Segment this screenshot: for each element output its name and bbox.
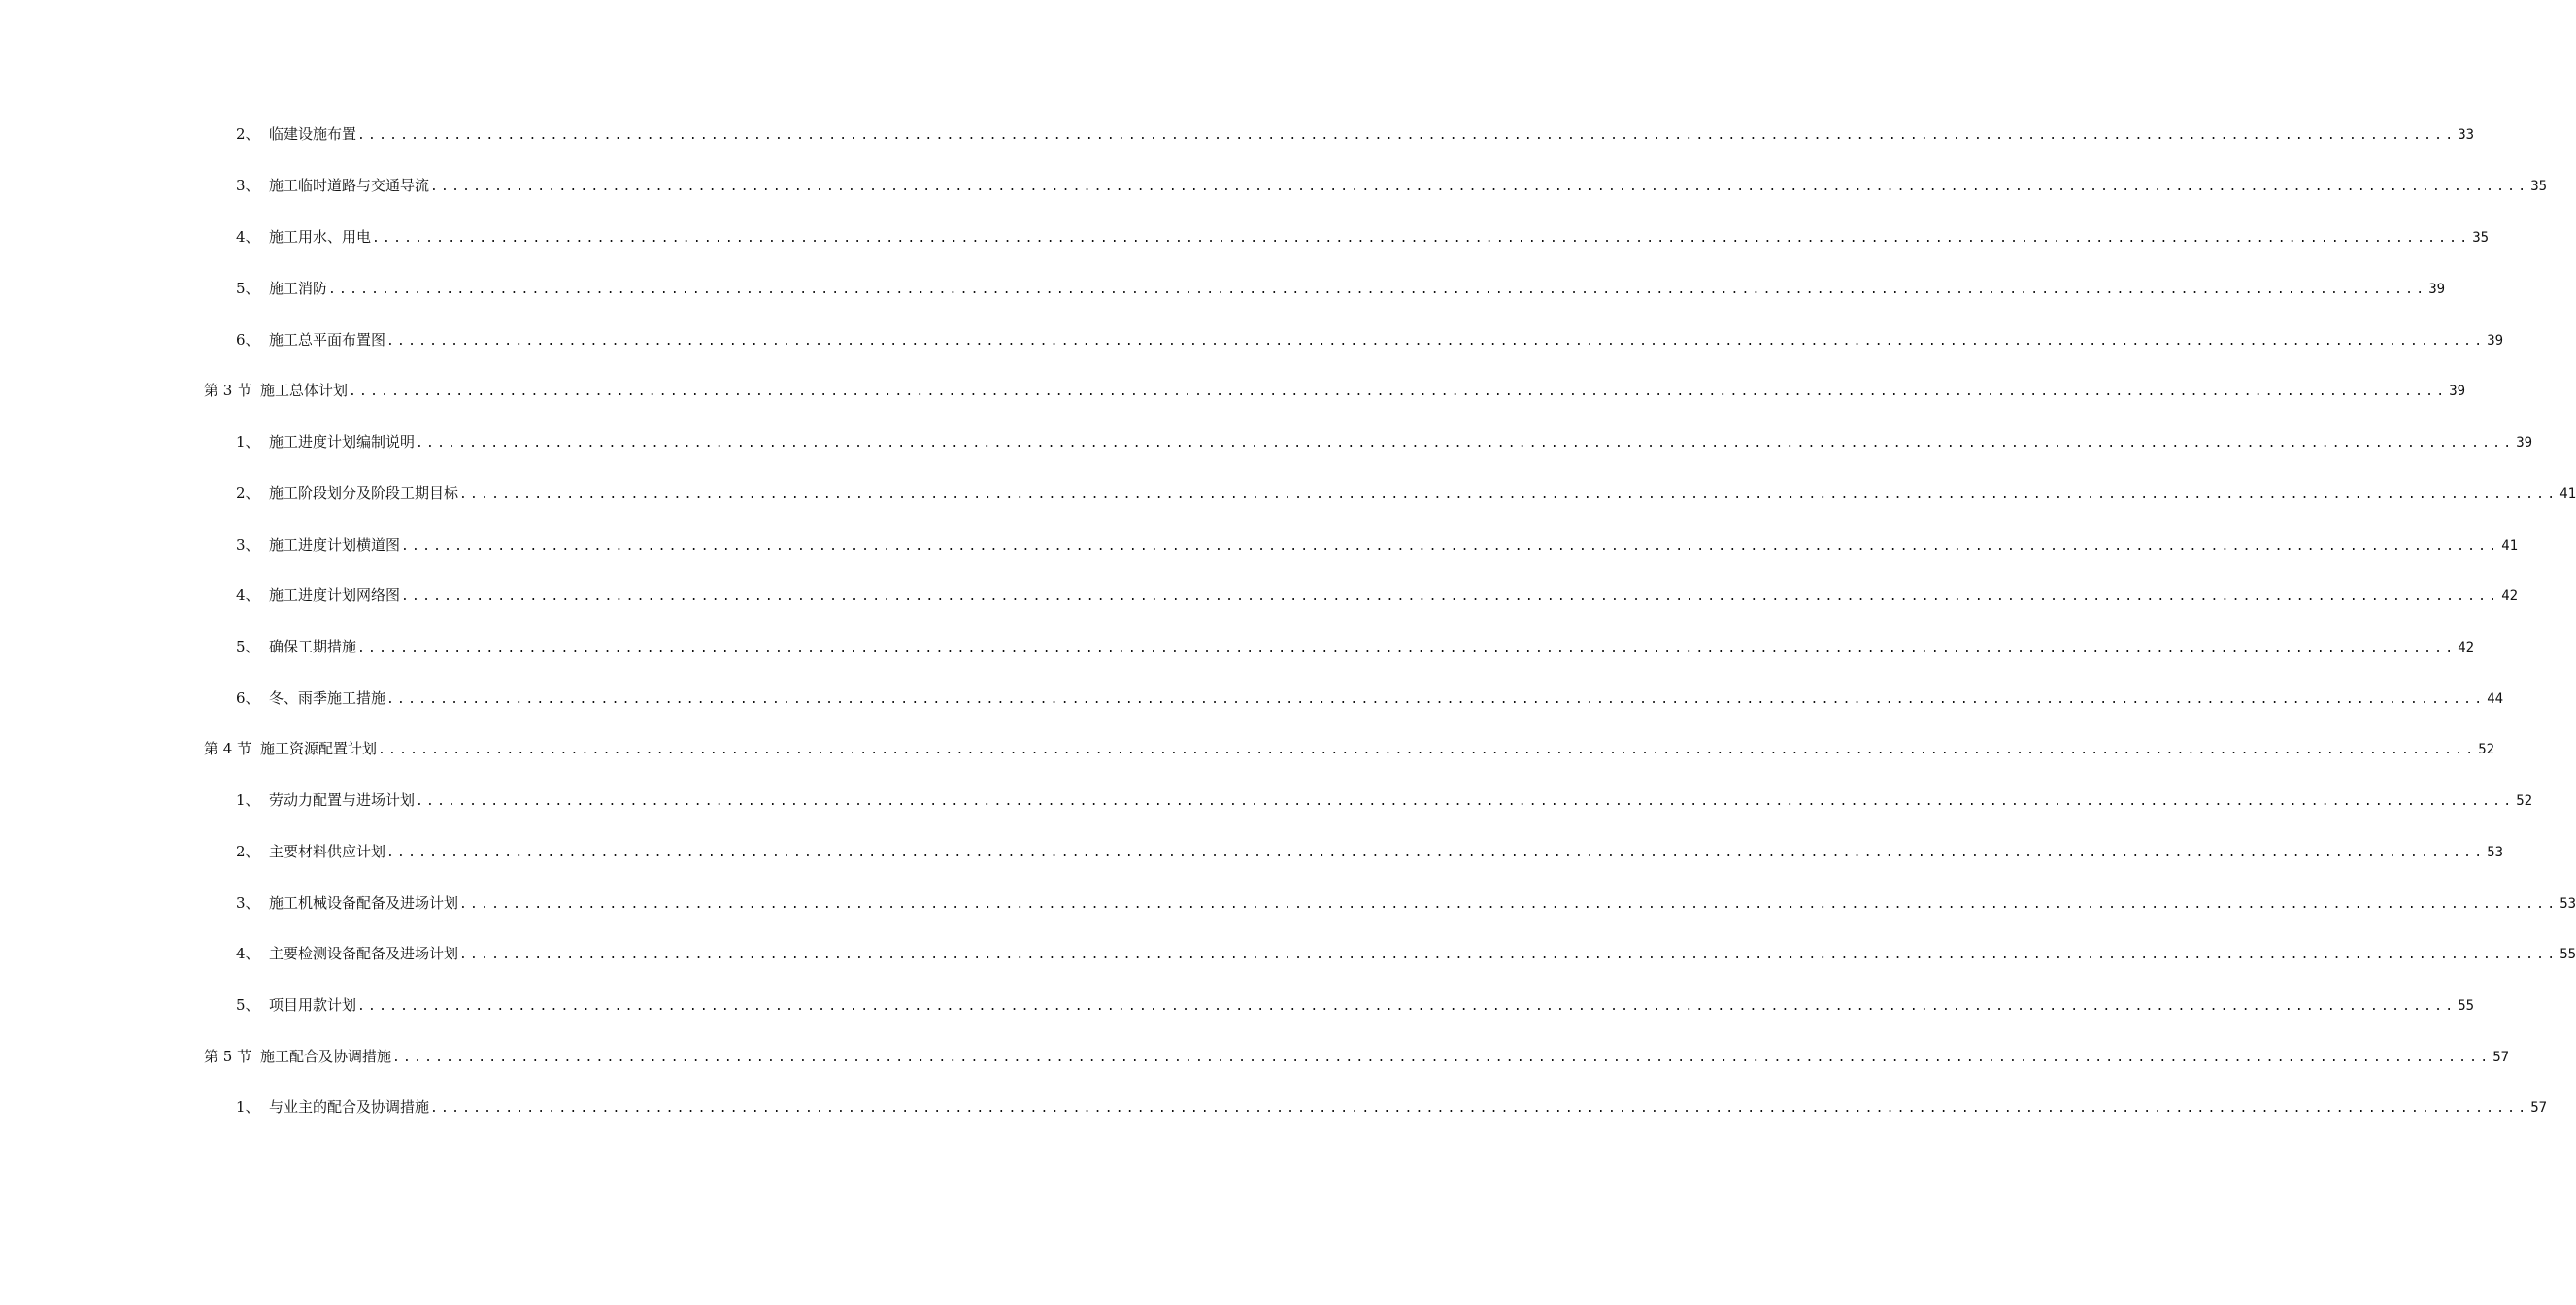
- toc-page-number: 53: [2559, 896, 2576, 912]
- toc-dot-leader: ....................................................................................................................................................................................................: [357, 128, 2457, 143]
- toc-entry-title: 确保工期措施: [269, 638, 357, 655]
- toc-entry-title: 施工消防: [269, 280, 328, 297]
- toc-entry-number: 2、: [236, 485, 260, 502]
- toc-page-number: 33: [2458, 127, 2475, 143]
- toc-dot-leader: ....................................................................................................................................................................................................: [386, 334, 2486, 349]
- toc-entry[interactable]: [236, 686, 2504, 710]
- toc-section-entry[interactable]: [204, 379, 2466, 402]
- toc-entry-title: 主要检测设备配备及进场计划: [269, 945, 459, 962]
- toc-entry-number: 1、: [236, 1098, 260, 1116]
- toc-entry[interactable]: [236, 993, 2475, 1017]
- toc-page-number: 39: [2449, 384, 2466, 399]
- toc-entry-number: 5、: [236, 638, 260, 655]
- toc-page-number: 39: [2516, 435, 2533, 451]
- toc-dot-leader: ....................................................................................................................................................................................................: [378, 743, 2477, 757]
- toc-section-number: 第 3 节: [204, 382, 252, 399]
- toc-entry-title: 施工阶段划分及阶段工期目标: [269, 485, 459, 502]
- toc-entry-number: 3、: [236, 894, 260, 912]
- toc-entry[interactable]: [236, 533, 2519, 556]
- toc-page-number: 39: [2428, 282, 2446, 297]
- toc-entry-number: 1、: [236, 433, 260, 451]
- toc-entry[interactable]: [236, 942, 2576, 965]
- toc-entry[interactable]: [236, 174, 2548, 197]
- toc-page-number: 41: [2501, 538, 2519, 553]
- toc-page-number: 53: [2487, 845, 2504, 860]
- toc-entry-title: 施工进度计划网络图: [269, 586, 401, 604]
- toc-entry[interactable]: [236, 122, 2475, 146]
- toc-entry-number: 3、: [236, 536, 260, 553]
- toc-page-number: 39: [2487, 333, 2504, 349]
- toc-entry-title: 主要材料供应计划: [269, 843, 386, 860]
- toc-page-number: 35: [2472, 230, 2490, 246]
- toc-dot-leader: ....................................................................................................................................................................................................: [372, 231, 2471, 246]
- toc-dot-leader: ....................................................................................................................................................................................................: [459, 897, 2559, 912]
- toc-entry-number: 2、: [236, 125, 260, 143]
- toc-dot-leader: ....................................................................................................................................................................................................: [401, 589, 2500, 604]
- toc-entry-title: 施工进度计划横道图: [269, 536, 401, 553]
- toc-section-title: 施工总体计划: [260, 382, 349, 399]
- toc-page-number: 41: [2559, 486, 2576, 502]
- toc-dot-leader: ....................................................................................................................................................................................................: [430, 180, 2529, 194]
- toc-dot-leader: ....................................................................................................................................................................................................: [401, 539, 2500, 553]
- toc-page-number: 55: [2559, 947, 2576, 962]
- toc-entry[interactable]: [236, 482, 2576, 505]
- toc-dot-leader: ....................................................................................................................................................................................................: [357, 641, 2457, 655]
- toc-dot-leader: ....................................................................................................................................................................................................: [357, 999, 2457, 1014]
- toc-entry-title: 施工进度计划编制说明: [269, 433, 416, 451]
- toc-entry-title: 施工总平面布置图: [269, 331, 386, 349]
- toc-section-entry[interactable]: [204, 737, 2495, 760]
- toc-entry-number: 4、: [236, 228, 260, 246]
- toc-entry-title: 施工临时道路与交通导流: [269, 177, 430, 194]
- toc-entry[interactable]: [236, 1095, 2548, 1119]
- toc-dot-leader: ....................................................................................................................................................................................................: [430, 1101, 2529, 1116]
- toc-page-number: 35: [2530, 179, 2548, 194]
- toc-entry-number: 2、: [236, 843, 260, 860]
- toc-page-number: 42: [2458, 640, 2475, 655]
- toc-page-number: 52: [2478, 742, 2495, 757]
- toc-entry-title: 临建设施布置: [269, 125, 357, 143]
- toc-entry[interactable]: [236, 788, 2533, 812]
- toc-entry[interactable]: [236, 891, 2576, 915]
- toc-section-title: 施工配合及协调措施: [260, 1048, 392, 1065]
- toc-dot-leader: ....................................................................................................................................................................................................: [349, 385, 2448, 399]
- toc-dot-leader: ....................................................................................................................................................................................................: [459, 948, 2559, 962]
- toc-dot-leader: ....................................................................................................................................................................................................: [386, 692, 2486, 707]
- toc-page-number: 57: [2492, 1050, 2510, 1065]
- toc-entry[interactable]: [236, 430, 2533, 453]
- toc-section-entry[interactable]: [204, 1045, 2510, 1068]
- toc-page-number: 52: [2516, 793, 2533, 809]
- toc-section-title: 施工资源配置计划: [260, 740, 378, 757]
- toc-entry[interactable]: [236, 328, 2504, 351]
- toc-dot-leader: ....................................................................................................................................................................................................: [328, 283, 2427, 297]
- toc-entry[interactable]: [236, 225, 2490, 249]
- toc-page-number: 44: [2487, 691, 2504, 707]
- toc-entry-number: 6、: [236, 331, 260, 349]
- toc-page-number: 55: [2458, 998, 2475, 1014]
- toc-entry-title: 施工用水、用电: [269, 228, 372, 246]
- toc-entry[interactable]: [236, 840, 2504, 863]
- toc-entry[interactable]: [236, 635, 2475, 658]
- toc-entry-title: 施工机械设备配备及进场计划: [269, 894, 459, 912]
- toc-entry-title: 与业主的配合及协调措施: [269, 1098, 430, 1116]
- toc-dot-leader: ....................................................................................................................................................................................................: [392, 1051, 2492, 1065]
- toc-entry-number: 5、: [236, 280, 260, 297]
- toc-dot-leader: ....................................................................................................................................................................................................: [416, 794, 2515, 809]
- toc-entry[interactable]: [236, 584, 2519, 607]
- toc-entry-title: 项目用款计划: [269, 996, 357, 1014]
- toc-entry-number: 6、: [236, 689, 260, 707]
- toc-entry-number: 5、: [236, 996, 260, 1014]
- toc-entry-number: 4、: [236, 586, 260, 604]
- toc-page-number: 57: [2530, 1100, 2548, 1116]
- toc-entry-number: 1、: [236, 791, 260, 809]
- toc-entry[interactable]: [236, 277, 2446, 300]
- toc-dot-leader: ....................................................................................................................................................................................................: [459, 487, 2559, 502]
- toc-entry-title: 冬、雨季施工措施: [269, 689, 386, 707]
- toc-page-number: 42: [2501, 588, 2519, 604]
- toc-section-number: 第 5 节: [204, 1048, 252, 1065]
- toc-entry-number: 4、: [236, 945, 260, 962]
- toc-entry-number: 3、: [236, 177, 260, 194]
- toc-entry-title: 劳动力配置与进场计划: [269, 791, 416, 809]
- toc-dot-leader: ....................................................................................................................................................................................................: [386, 846, 2486, 860]
- toc-dot-leader: ....................................................................................................................................................................................................: [416, 436, 2515, 451]
- toc-section-number: 第 4 节: [204, 740, 252, 757]
